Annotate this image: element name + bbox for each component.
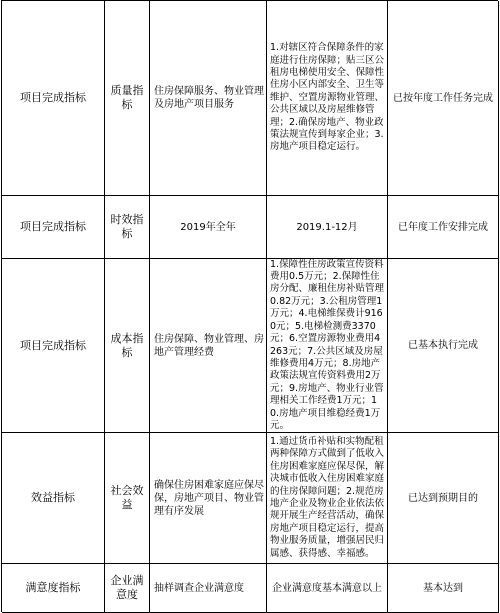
table-row-1-subcategory [105, 1, 150, 196]
category-label: 满意度指标 [25, 581, 81, 594]
subcategory-label: 时效指标 [110, 213, 144, 240]
table-row-5-completion [388, 564, 499, 613]
table-row-3-indicator [150, 259, 267, 433]
completion-text: 已达到预期目的 [408, 492, 478, 504]
table-row-1-target [267, 1, 388, 196]
indicator-text: 2019年全年 [180, 221, 236, 233]
indicator-text: 住房保障、物业管理、房地产管理经费 [154, 333, 264, 358]
table-row-5-target [267, 564, 388, 613]
table-row-4-indicator [150, 433, 267, 564]
table-row-5-subcategory [105, 564, 150, 613]
table-row-2-category [2, 196, 105, 259]
table-row-1-indicator [150, 1, 267, 196]
table-row-4-target [267, 433, 388, 564]
category-label: 效益指标 [31, 491, 75, 504]
subcategory-label: 质量指标 [110, 84, 144, 111]
table-row-1-completion [388, 1, 499, 196]
category-label: 项目完成指标 [20, 338, 86, 352]
subcategory-label: 社会效益 [110, 484, 144, 511]
completion-text: 已基本执行完成 [408, 340, 478, 351]
target-text: 企业满意度基本满意以上 [272, 582, 382, 594]
performance-indicator-table [1, 0, 498, 612]
table-row-3-target [267, 259, 388, 433]
target-text: 1.保障性住房政策宣传资料费用0.5万元；2.保障性住房分配、廉租住房补贴管理0.82万元；3.公租房管理1万元；4.电梯维保费计9160元；5.电梯检测费3370元；6.空置房源物业费用4263元；7.公共区域及房屋维修费用4万元；8.房地产政策法规宣传资料费用2万元；9.房地产、物业行业管理相关工作经费1万元；10.房地产项目维稳经费1万元。 [270, 259, 385, 431]
target-text: 2019.1-12月 [296, 221, 358, 233]
category-label: 项目完成指标 [20, 91, 86, 104]
target-text: 1.对辖区符合保障条件的家庭进行住房保障；贴三区公租房电梯使用安全、保障性住房小区内部安全、卫生等维护、空置房源物业管理、公共区域以及房屋维修管理；2.确保房地产、物业政策法规宣传到每家企业；3.房地产项目稳定运行。 [270, 42, 385, 153]
completion-text: 基本达到 [423, 582, 463, 594]
table-row-2-completion [388, 196, 499, 259]
indicator-text: 确保住房困难家庭应保尽保，房地产项目、物业管理有序发展 [154, 479, 264, 517]
target-text: 1.通过货币补贴和实物配租两种保障方式做到了低收入住房困难家庭应保尽保，解决城市低收入住房困难家庭的住房保障问题；2.规范房地产企业及物业企业依法依规开展生产经营活动，确保房地产项目稳定运行，提高物业服务质量，增强居民归属感、获得感、幸福感。 [270, 435, 385, 559]
subcategory-label: 成本指标 [110, 331, 144, 359]
table-row-2-target [267, 196, 388, 259]
category-label: 项目完成指标 [20, 220, 86, 233]
indicator-text: 抽样调查企业满意度 [154, 582, 244, 594]
indicator-text: 住房保障服务、物业管理及房地产项目服务 [154, 86, 264, 110]
table-row-3-category [2, 259, 105, 433]
table-row-2-indicator [150, 196, 267, 259]
table-row-3-completion [388, 259, 499, 433]
subcategory-label: 企业满意度 [110, 574, 144, 601]
table-row-4-category [2, 433, 105, 564]
table-row-2-subcategory [105, 196, 150, 259]
completion-text: 已按年度工作任务完成 [393, 92, 493, 104]
completion-text: 已年度工作安排完成 [398, 221, 488, 233]
table-row-4-completion [388, 433, 499, 564]
table-row-3-subcategory [105, 259, 150, 433]
table-row-1-category [2, 1, 105, 196]
table-row-5-indicator [150, 564, 267, 613]
table-row-4-subcategory [105, 433, 150, 564]
table-row-5-category [2, 564, 105, 613]
